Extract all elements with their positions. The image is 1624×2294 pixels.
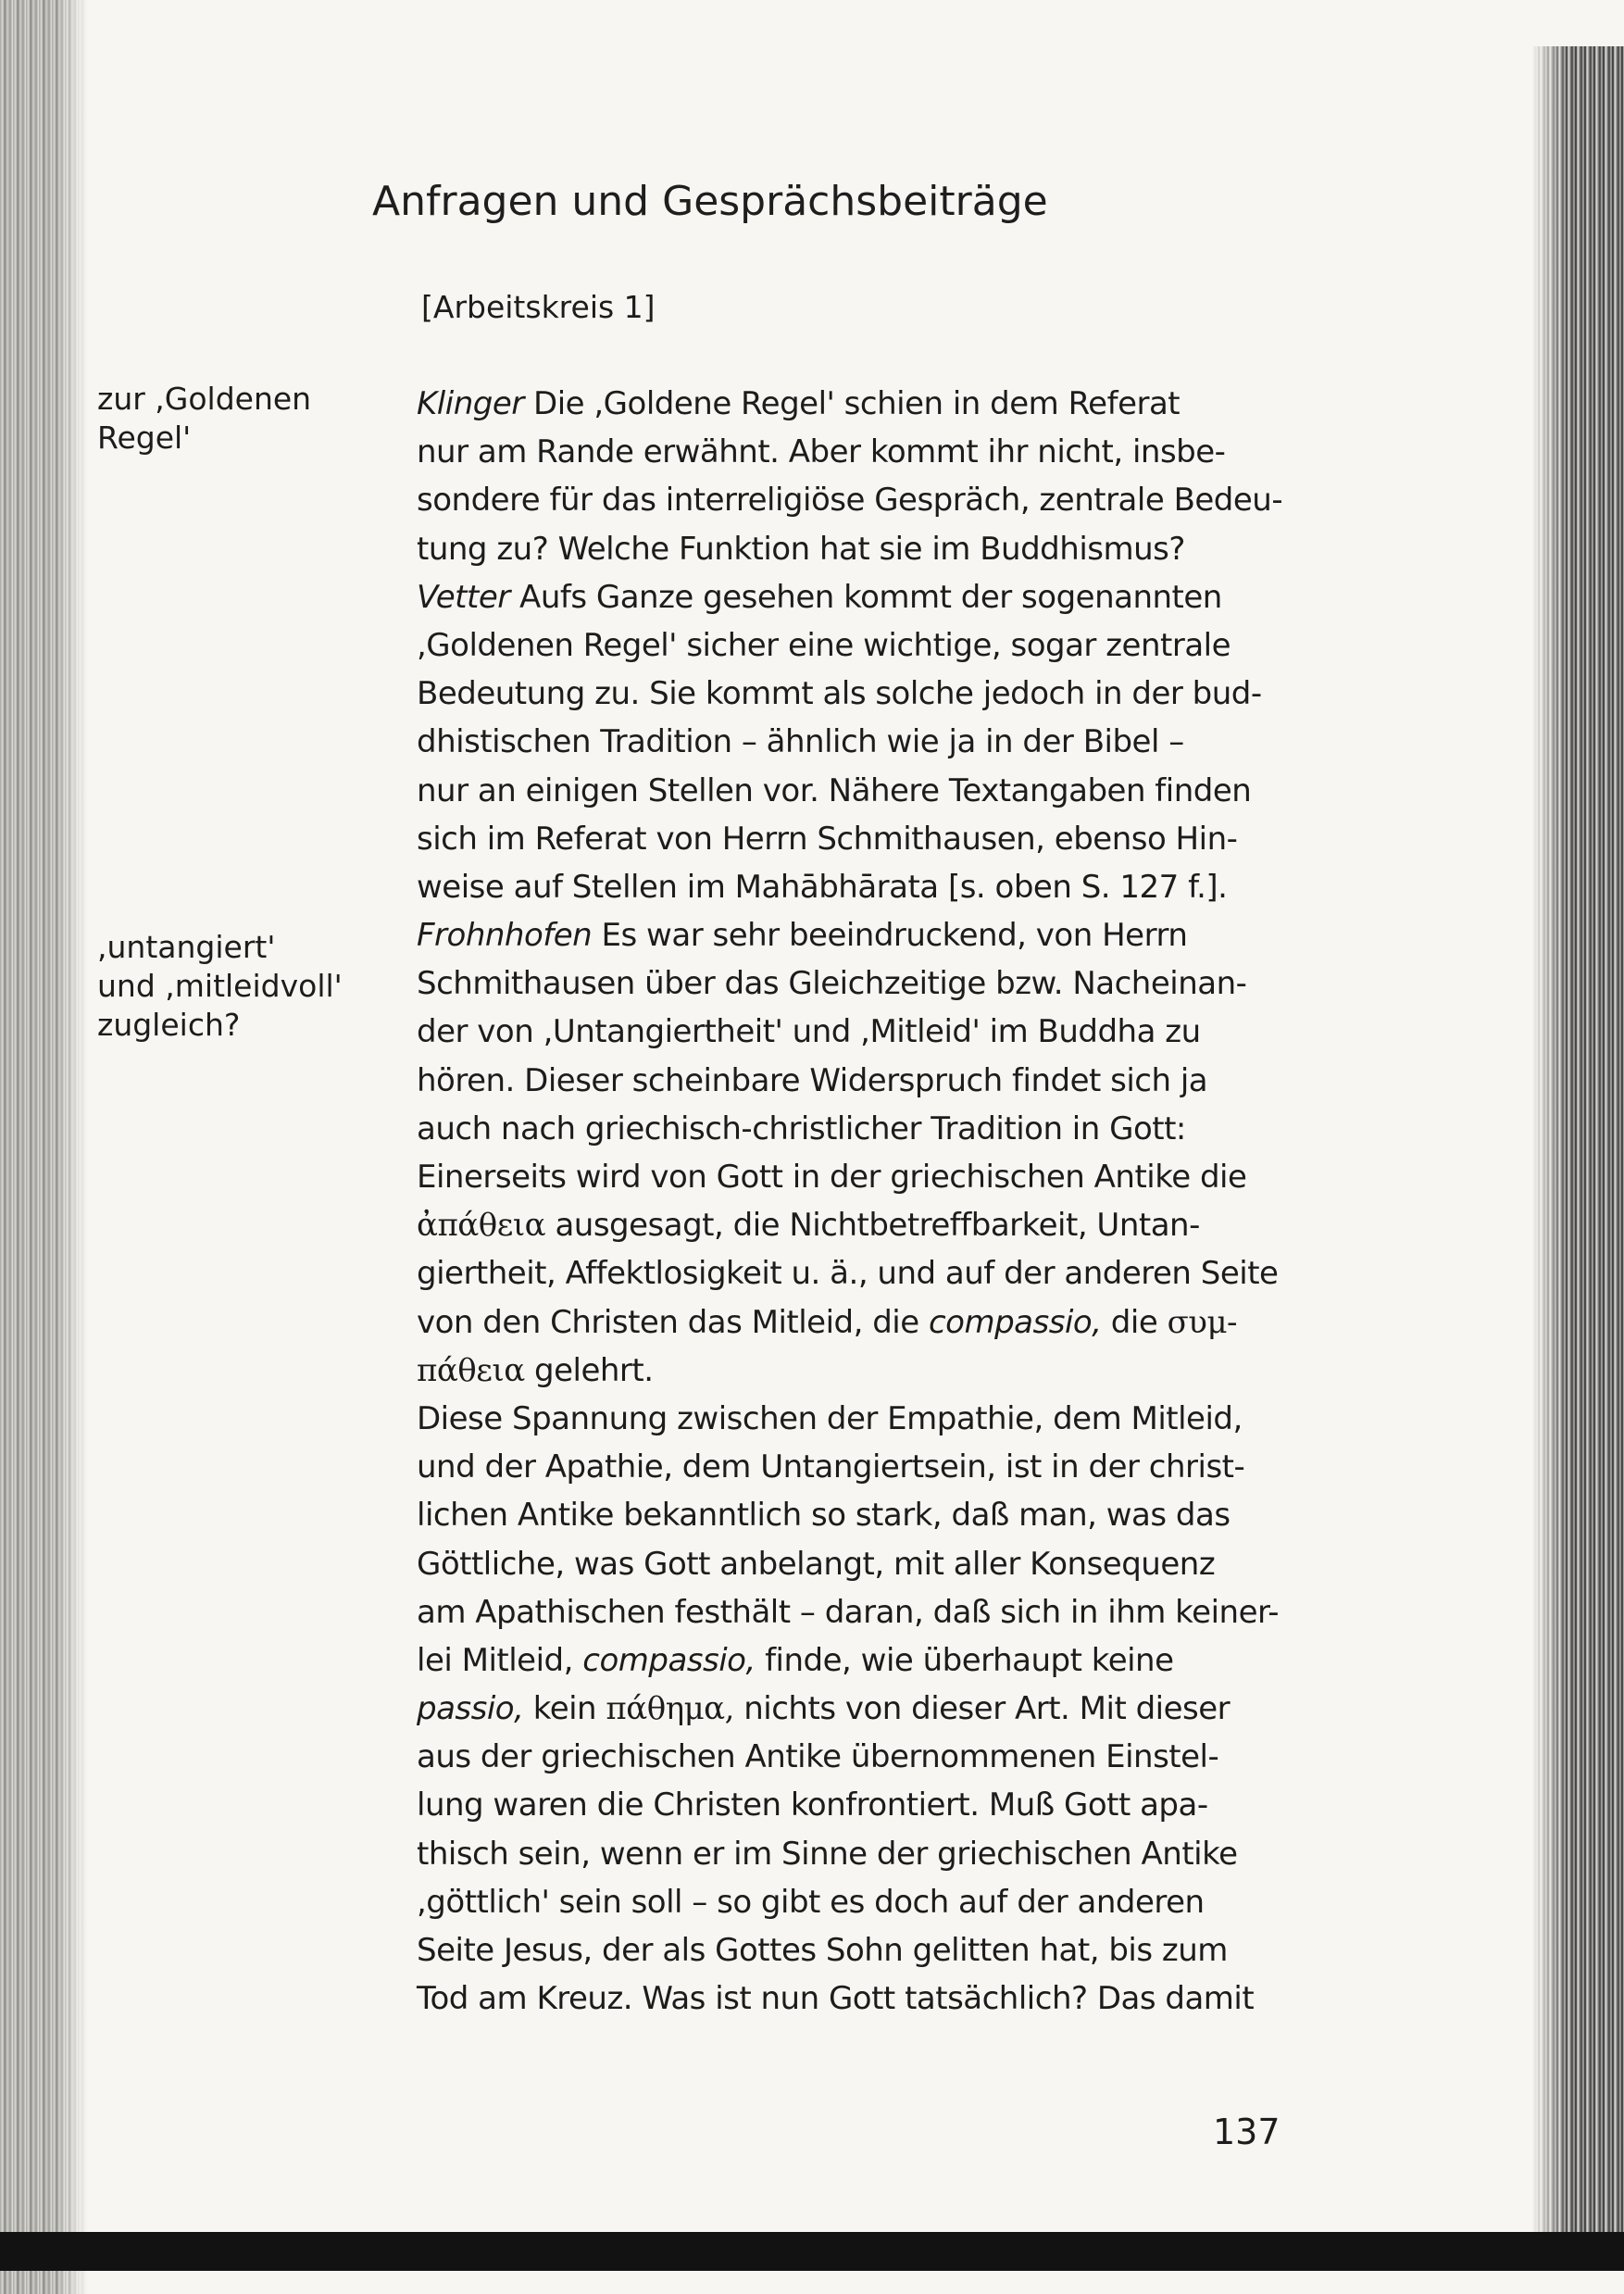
text-line: Seite Jesus, der als Gottes Sohn gelitten hat, bis zum	[417, 1932, 1228, 1969]
text-line: Bedeutung zu. Sie kommt als solche jedoch in der bud-	[417, 675, 1262, 713]
text-line: der von ,Untangiertheit' und ,Mitleid' im Buddha zu	[417, 1013, 1201, 1051]
text-line: sich im Referat von Herrn Schmithausen, ebenso Hin-	[417, 820, 1238, 858]
body-text	[417, 380, 1287, 2023]
margin-note-line: zugleich?	[97, 1007, 241, 1043]
margin-note-line: Regel'	[97, 420, 192, 456]
text-line: lei Mitleid, compassio, finde, wie überhaupt keine	[417, 1641, 1174, 1679]
text-line: Göttliche, was Gott anbelangt, mit aller Konsequenz	[417, 1545, 1216, 1583]
text-line: thisch sein, wenn er im Sinne der griechischen Antike	[417, 1835, 1238, 1873]
latin-term: compassio,	[582, 1641, 756, 1679]
speaker-name: Klinger	[417, 385, 524, 422]
text-line: ἀπάθεια ausgesagt, die Nichtbetreffbarkeit, Untan-	[417, 1207, 1200, 1245]
text-line: nur am Rande erwähnt. Aber kommt ihr nicht, insbe-	[417, 433, 1226, 471]
text-line: auch nach griechisch-christlicher Tradition in Gott:	[417, 1109, 1186, 1147]
latin-term: compassio,	[928, 1303, 1102, 1341]
text-line: ,Goldenen Regel' sicher eine wichtige, sogar zentrale	[417, 626, 1231, 664]
text-line: sondere für das interreligiöse Gespräch, zentrale Bedeu-	[417, 482, 1283, 520]
margin-note-untangiert	[97, 928, 384, 1045]
latin-term: passio,	[417, 1690, 524, 1728]
text-line: von den Christen das Mitleid, die compassio, die συμ-	[417, 1303, 1238, 1341]
text-line: aus der griechischen Antike übernommenen Einstel-	[417, 1738, 1219, 1776]
margin-note-goldene-regel	[97, 380, 384, 458]
text-line: Frohnhofen Es war sehr beeindruckend, von Herrn	[417, 917, 1188, 955]
greek-term: συμ-	[1167, 1303, 1238, 1341]
text-line: Einerseits wird von Gott in der griechischen Antike die	[417, 1159, 1247, 1196]
margin-note-line: zur ,Goldenen	[97, 381, 312, 417]
page-title: Anfragen und Gesprächsbeiträge	[372, 178, 1048, 225]
text-line: dhistischen Tradition – ähnlich wie ja in der Bibel –	[417, 723, 1184, 761]
text-line: Diese Spannung zwischen der Empathie, dem Mitleid,	[417, 1399, 1243, 1437]
greek-term: πάθεια	[417, 1351, 525, 1389]
text-line: giertheit, Affektlosigkeit u. ä., und auf der anderen Seite	[417, 1255, 1279, 1293]
text-line: weise auf Stellen im Mahābhārata [s. oben S. 127 f.].	[417, 868, 1228, 906]
text-line: hören. Dieser scheinbare Widerspruch findet sich ja	[417, 1061, 1208, 1099]
text-line: ,göttlich' sein soll – so gibt es doch auf der anderen	[417, 1883, 1205, 1921]
speaker-name: Vetter	[417, 578, 510, 616]
text-line: und der Apathie, dem Untangiertsein, ist in der christ-	[417, 1448, 1245, 1486]
text-line: tung zu? Welche Funktion hat sie im Buddhismus?	[417, 530, 1185, 568]
greek-term: ἀπάθεια	[417, 1207, 546, 1245]
text-line: passio, kein πάθημα, nichts von dieser Art. Mit dieser	[417, 1690, 1230, 1728]
text-line: Schmithausen über das Gleichzeitige bzw. Nacheinan-	[417, 965, 1247, 1003]
section-subheading: [Arbeitskreis 1]	[421, 289, 656, 325]
text-line: Tod am Kreuz. Was ist nun Gott tatsächlich? Das damit	[417, 1980, 1255, 2018]
text-line: Vetter Aufs Ganze gesehen kommt der sogenannten	[417, 578, 1222, 616]
scan-left-edge	[0, 0, 88, 2294]
text-line: nur an einigen Stellen vor. Nähere Textangaben finden	[417, 771, 1252, 809]
text-line: am Apathischen festhält – daran, daß sich in ihm keiner-	[417, 1593, 1280, 1631]
margin-note-line: und ,mitleidvoll'	[97, 968, 343, 1004]
text-line: πάθεια gelehrt.	[417, 1351, 654, 1389]
page-number: 137	[1213, 2112, 1280, 2152]
speaker-name: Frohnhofen	[417, 917, 593, 955]
margin-note-line: ,untangiert'	[97, 929, 276, 965]
text-line: lung waren die Christen konfrontiert. Muß Gott apa-	[417, 1786, 1208, 1824]
text-line: Klinger Die ,Goldene Regel' schien in dem Referat	[417, 385, 1181, 422]
scan-right-edge	[1531, 46, 1624, 2250]
greek-term: πάθημα,	[606, 1690, 734, 1728]
scan-bottom-bar	[0, 2232, 1624, 2271]
text-line: lichen Antike bekanntlich so stark, daß man, was das	[417, 1497, 1230, 1535]
